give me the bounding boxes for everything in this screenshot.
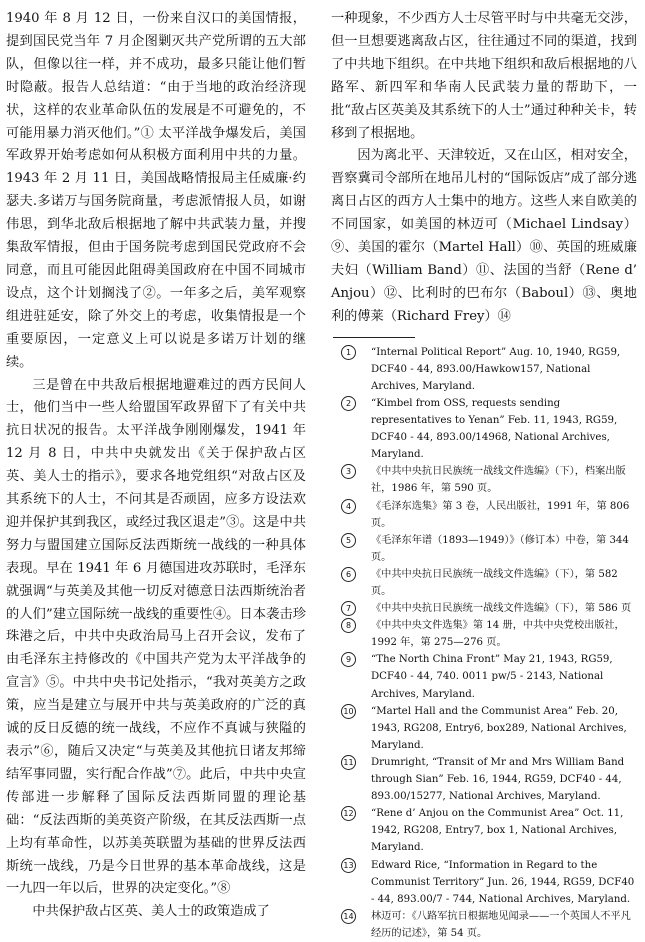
footnote: [331, 498, 637, 532]
footnote-marker: 8: [341, 618, 356, 633]
body-paragraph: 中共保护敌占区英、美人士的政策造成了: [32, 904, 270, 920]
right-column: [331, 8, 637, 942]
left-column: [6, 8, 306, 924]
footnote: [331, 617, 637, 651]
footnote-text: 《毛泽东选集》第 3 卷，人民出版社，1991 年，第 806 页。: [371, 500, 630, 529]
footnote: [331, 463, 637, 497]
footnote: [331, 600, 637, 617]
footnote-marker: 5: [341, 533, 356, 548]
footnote-text: “Kimbel from OSS, requests sending representatives to Yenan” Feb. 11, 1943, RG59, DCF40 - 44, 893.00/14968, National Archives, Maryland.: [371, 397, 618, 461]
footnote-marker: 12: [341, 806, 356, 821]
footnote-marker: 2: [341, 396, 356, 411]
footnote-marker: 14: [341, 909, 356, 924]
footnote: [331, 566, 637, 600]
footnote-list: [331, 344, 637, 942]
footnote: [331, 651, 637, 702]
footnote: [331, 805, 637, 856]
footnote-marker: 4: [341, 499, 356, 514]
footnote: [331, 395, 637, 463]
body-paragraph: 因为离北平、天津较近，又在山区，相对安全，晋察冀司令部所在地吊儿村的“国际饭店”成了部分逃离日占区的西方人士集中的地方。这些人来自欧美的不同国家，如美国的林迈可（Michael Lindsay）⑨、美国的霍尔（Martel Hall）⑩、英国的班威廉夫妇（William Band）⑪、法国的当舒（Rene d’ Anjou）⑫、比利时的巴布尔（Baboul）⑬、奥地利的傅莱（Richard Frey）⑭: [331, 148, 637, 324]
footnote-text: 《中共中央抗日民族统一战线文件选编》（下），档案出版社，1986 年，第 590 页。: [371, 466, 626, 495]
footnote-marker: 6: [341, 567, 356, 582]
footnote: [331, 532, 637, 566]
footnote-marker: 7: [341, 601, 356, 616]
footnote-text: 林迈可：《八路军抗日根据地见闻录——一个英国人不平凡经历的记述》，第 54 页。: [371, 910, 631, 939]
footnote: [331, 857, 637, 908]
footnote-text: 《中共中央抗日民族统一战线文件选编》（下），第 582 页。: [371, 568, 618, 597]
footnote: [331, 754, 637, 805]
footnote-separator: [333, 337, 415, 338]
footnote-marker: 10: [341, 704, 356, 719]
footnote-text: 《毛泽东年谱（1893—1949）》（修订本）中卷，第 344 页。: [371, 534, 629, 563]
footnote-marker: 3: [341, 464, 356, 479]
footnote-text: 《中共中央文件选集》第 14 册，中共中央党校出版社，1992 年，第 275—276 页。: [371, 620, 625, 649]
body-paragraph: 三是曾在中共敌后根据地避难过的西方民间人士，他们当中一些人给盟国军政界留下了有关中共抗日状况的报告。太平洋战争刚刚爆发，1941 年 12 月 8 日，中共中央就发出《关于保护敌占区英、美人士的指示》，要求各地党组织“对敌占区及其系统下的人士，不问其是否顽固，应多方设法欢迎并保护其到我区，或经过我区退走”③。这是中共努力与盟国建立国际反法西斯统一战线的一种具体表现。早在 1941 年 6 月德国进攻苏联时，毛泽东就强调“与英美及其他一切反对德意日法西斯统治者的人们”建立国际统一战线的重要性④。日本袭击珍珠港之后，中共中央政治局马上召开会议，发布了由毛泽东主持修改的《中国共产党为太平洋战争的宣言》⑤。中共中央书记处指示，“我对英美方之政策，应当是建立与展开中共与英美政府的广泛的真诚的反日反德的统一战线，不应作不真诚与狭隘的表示”⑥，随后又决定“与英美及其他抗日诸友邦缔结军事同盟，实行配合作战”⑦。此后，中共中央宣传部进一步解释了国际反法西斯同盟的理论基础：“反法西斯的美英资产阶级，在其反法西斯一点上均有革命性，以苏美英联盟为基础的世界反法西斯统一战线，乃是今日世界的基本革命战线，这是一九四一年以后，世界的决定变化。”⑧: [6, 377, 306, 897]
footnote-marker: 13: [341, 858, 356, 873]
footnote-text: 《中共中央抗日民族统一战线文件选编》（下），第 586 页: [371, 603, 632, 615]
footnote-text: “The North China Front” May 21, 1943, RG59, DCF40 - 44, 740. 0011 pw/5 - 2143, National Archives, Maryland.: [371, 654, 613, 700]
footnote-marker: 1: [341, 345, 356, 360]
footnote: [331, 344, 637, 395]
footnote-text: Edward Rice, “Information in Regard to the Communist Territory” Jun. 26, 1944, RG59, DCF40 - 44, 893.00/7 - 744, National Archives, Maryland.: [371, 859, 635, 905]
footnote-text: “Martel Hall and the Communist Area” Feb. 20, 1943, RG208, Entry6, box289, National Archives, Maryland.: [371, 705, 627, 751]
footnote-text: Drumright, “Transit of Mr and Mrs William Band through Sian” Feb. 16, 1944, RG59, DCF40 - 44, 893.00/15277, National Archives, Maryland.: [371, 756, 625, 803]
footnote-text: “Internal Political Report” Aug. 10, 1940, RG59, DCF40 - 44, 893.00/Hawkow157, National Archives, Maryland.: [371, 346, 621, 392]
footnote-marker: 11: [341, 755, 356, 770]
footnote-text: “Rene d’ Anjou on the Communist Area” Oct. 11, 1942, RG208, Entry7, box 1, National Archives, Maryland.: [371, 808, 624, 854]
footnote: [331, 703, 637, 754]
body-paragraph: 一种现象，不少西方人士尽管平时与中共毫无交涉，但一旦想要逃离敌占区，往往通过不同的渠道，找到了中共地下组织。在中共地下组织和敌后根据地的八路军、新四军和华南人民武装力量的帮助下，一批“敌占区英美及其系统下的人士”通过种种关卡，转移到了根据地。: [331, 11, 637, 141]
body-paragraph: 1940 年 8 月 12 日，一份来自汉口的美国情报，提到国民党当年 7 月企图剿灭共产党所谓的五大部队，但像以往一样，并不成功，最多只能让他们暂时隐蔽。报告人总结道：“由于当地的政治经济现状，这样的农业革命队伍的发展是不可避免的，不可能用暴力消灭他们。”① 太平洋战争爆发后，美国军政界开始考虑如何从积极方面利用中共的力量。1943 年 2 月 11 日，美国战略情报局主任威廉·约瑟夫.多诺万与国务院商量，考虑派情报人员，如谢伟思，到华北敌后根据地了解中共武装力量，并搜集敌军情报，但由于国务院考虑到国民党政府不会同意，而且可能因此阻碍美国政府在中国不同城市设点，这个计划搁浅了②。一年多之后，美军观察组进驻延安，除了外交上的考虑，收集情报是一个重要原因，一定意义上可以说是多诺万计划的继续。: [6, 11, 306, 370]
footnote-marker: 9: [341, 652, 356, 667]
footnote: [331, 908, 637, 942]
